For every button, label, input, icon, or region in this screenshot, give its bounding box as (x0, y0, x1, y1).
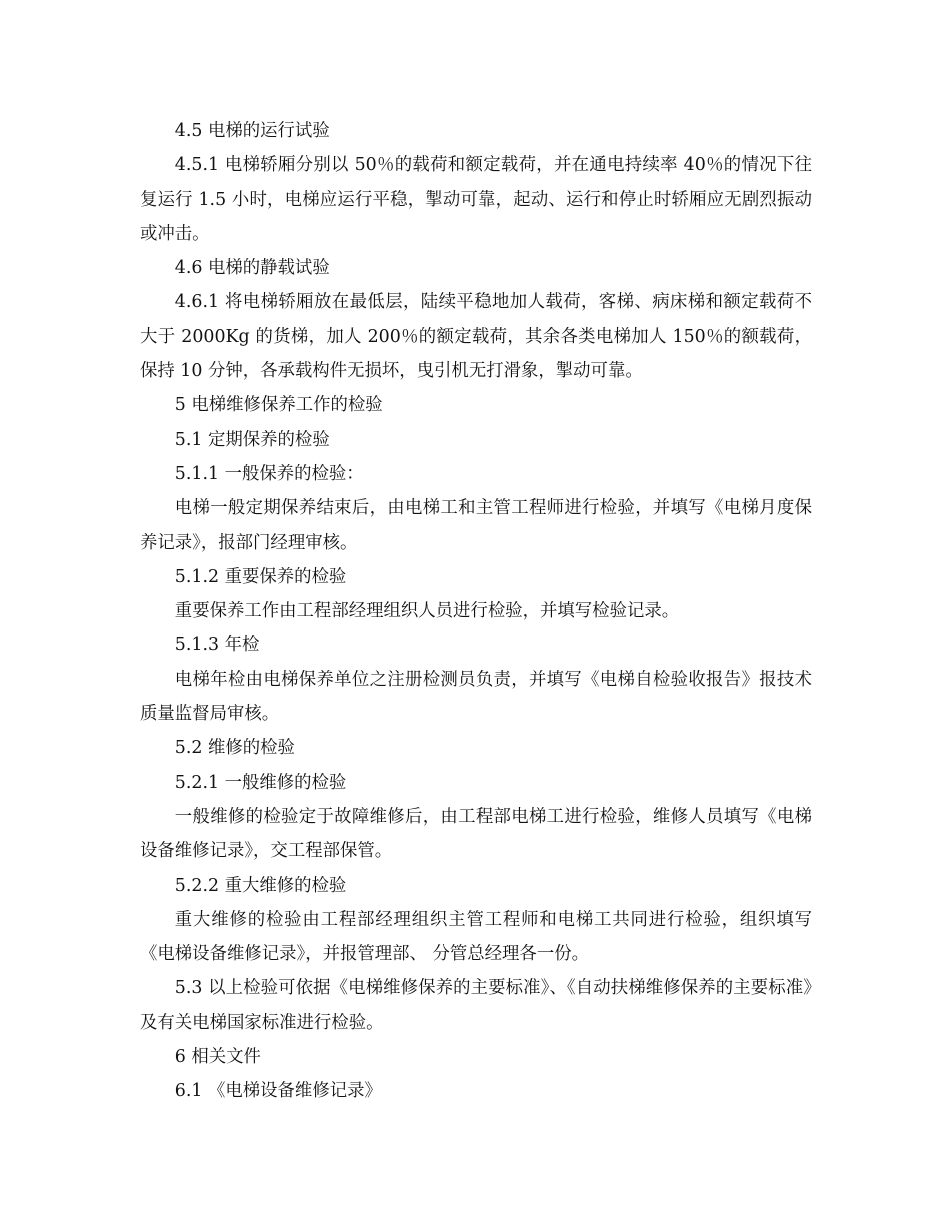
paragraph-5-3: 5.3 以上检验可依据《电梯维修保养的主要标准》、《自动扶梯维修保养的主要标准》及有关电梯国家标准进行检验。 (140, 978, 812, 1033)
heading-4-5: 4.5 电梯的运行试验 (174, 121, 330, 141)
heading-5-1-1: 5.1.1 一般保养的检验： (174, 463, 364, 484)
paragraph-5-1-3-body: 电梯年检由电梯保养单位之注册检测员负责，并填写《电梯自检验收报告》报技术质量监督局审核。 (140, 669, 812, 725)
heading-5-2-1: 5.2.1 一般维修的检验 (174, 772, 347, 793)
heading-5-1-3: 5.1.3 年检 (174, 635, 260, 656)
document-page (140, 114, 812, 1109)
paragraph-5-1-2-body: 重要保养工作由工程部经理组织人员进行检验，并填写检验记录。 (174, 601, 680, 622)
paragraph-5-2-2-body: 重大维修的检验由工程部经理组织主管工程师和电梯工共同进行检验，组织填写《电梯设备维修记录》，并报管理部、 分管总经理各一份。 (140, 909, 812, 965)
heading-5: 5 电梯维修保养工作的检验 (174, 395, 383, 416)
paragraph-4-5-1: 4.5.1 电梯轿厢分别以 50％的载荷和额定载荷，并在通电持续率 40％的情况下往复运行 1.5 小时，电梯应运行平稳，掣动可靠，起动、运行和停止时轿厢应无剧烈振动或冲击。 (140, 155, 812, 244)
paragraph-6-1: 6.1 《电梯设备维修记录》 (174, 1081, 382, 1102)
heading-6: 6 相关文件 (174, 1047, 261, 1068)
heading-5-1-2: 5.1.2 重要保养的检验 (174, 566, 347, 587)
paragraph-5-1-1-body: 电梯一般定期保养结束后，由电梯工和主管工程师进行检验，并填写《电梯月度保养记录》，报部门经理审核。 (140, 498, 812, 553)
heading-4-6: 4.6 电梯的静载试验 (174, 258, 330, 279)
heading-5-2: 5.2 维修的检验 (174, 738, 295, 759)
heading-5-1: 5.1 定期保养的检验 (174, 429, 330, 450)
paragraph-5-2-1-body: 一般维修的检验定于故障维修后，由工程部电梯工进行检验，维修人员填写《电梯设备维修记录》，交工程部保管。 (140, 806, 812, 862)
heading-5-2-2: 5.2.2 重大维修的检验 (174, 875, 347, 896)
paragraph-4-6-1: 4.6.1 将电梯轿厢放在最低层，陆续平稳地加人载荷，客梯、病床梯和额定载荷不大于 2000Kg 的货梯，加人 200％的额定载荷，其余各类电梯加人 150％的额载荷，保持 10 分钟，各承载构件无损坏，曳引机无打滑象，掣动可靠。 (140, 292, 812, 382)
